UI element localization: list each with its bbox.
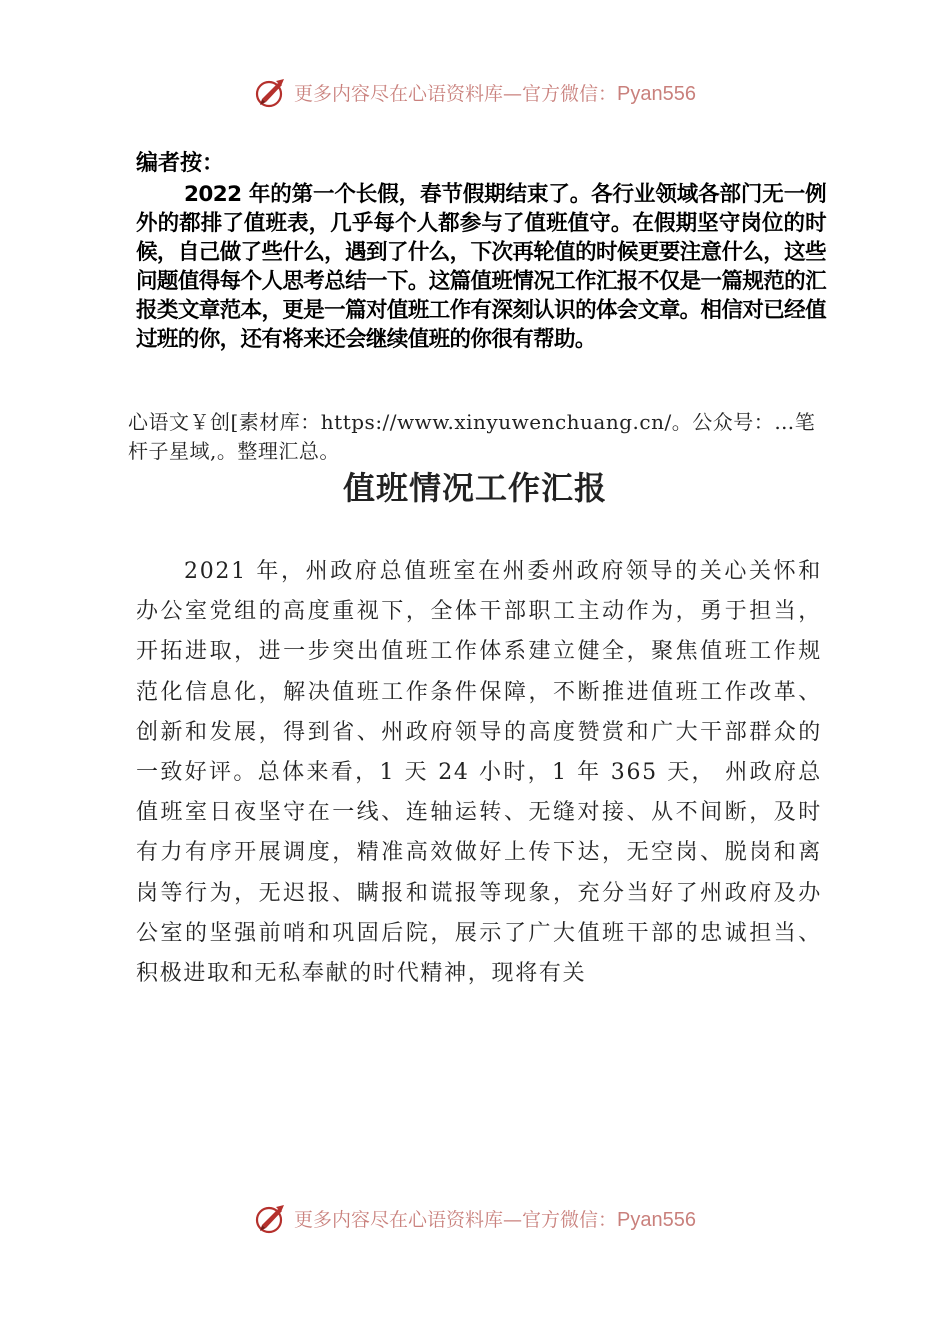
watermark-text: 更多内容尽在心语资料库—官方微信：Pyan556 <box>294 82 696 105</box>
header-watermark <box>0 72 950 112</box>
editor-note-heading: 编者按： <box>136 151 225 176</box>
footer-watermark <box>0 1198 950 1238</box>
editor-note <box>136 148 826 354</box>
pen-logo-icon <box>254 75 288 109</box>
document-paragraph: 2021 年，州政府总值班室在州委州政府领导的关心关怀和办公室党组的高度重视下，全体干部职工主动作为，勇于担当，开拓进取，进一步突出值班工作体系建立健全，聚焦值班工作规范化信息化，解决值班工作条件保障，不断推进值班工作改革、创新和发展，得到省、州政府领导的高度赞赏和广大干部群众的一致好评。总体来看，1 天 24 小时，1 年 365 天， 州政府总值班室日夜坚守在一线、连轴运转、无缝对接、从不间断，及时有力有序开展调度，精准高效做好上传下达，无空岗、脱岗和离岗等行为，无迟报、瞒报和谎报等现象，充分当好了州政府及办公室的坚强前哨和巩固后院，展示了广大值班干部的忠诚担当、积极进取和无私奉献的时代精神，现将有关 <box>136 559 822 987</box>
watermark-text: 更多内容尽在心语资料库—官方微信：Pyan556 <box>294 1208 696 1231</box>
document-title: 值班情况工作汇报 <box>342 469 607 507</box>
source-line: 心语文￥创[素材库：https://www.xinyuwenchuang.cn/。公众号：…笔杆子星域,。整理汇总。 <box>128 410 816 463</box>
editor-note-body: 2022 年的第一个长假，春节假期结束了。各行业领域各部门无一例外的都排了值班表，几乎每个人都参与了值班值守。在假期坚守岗位的时候，自己做了些什么，遇到了什么，下次再轮值的时候更要注意什么，这些问题值得每个人思考总结一下。这篇值班情况工作汇报不仅是一篇规范的汇报类文章范本，更是一篇对值班工作有深刻认识的体会文章。相信对已经值过班的你，还有将来还会继续值班的你很有帮助。 <box>136 182 826 352</box>
pen-logo-icon <box>254 1201 288 1235</box>
